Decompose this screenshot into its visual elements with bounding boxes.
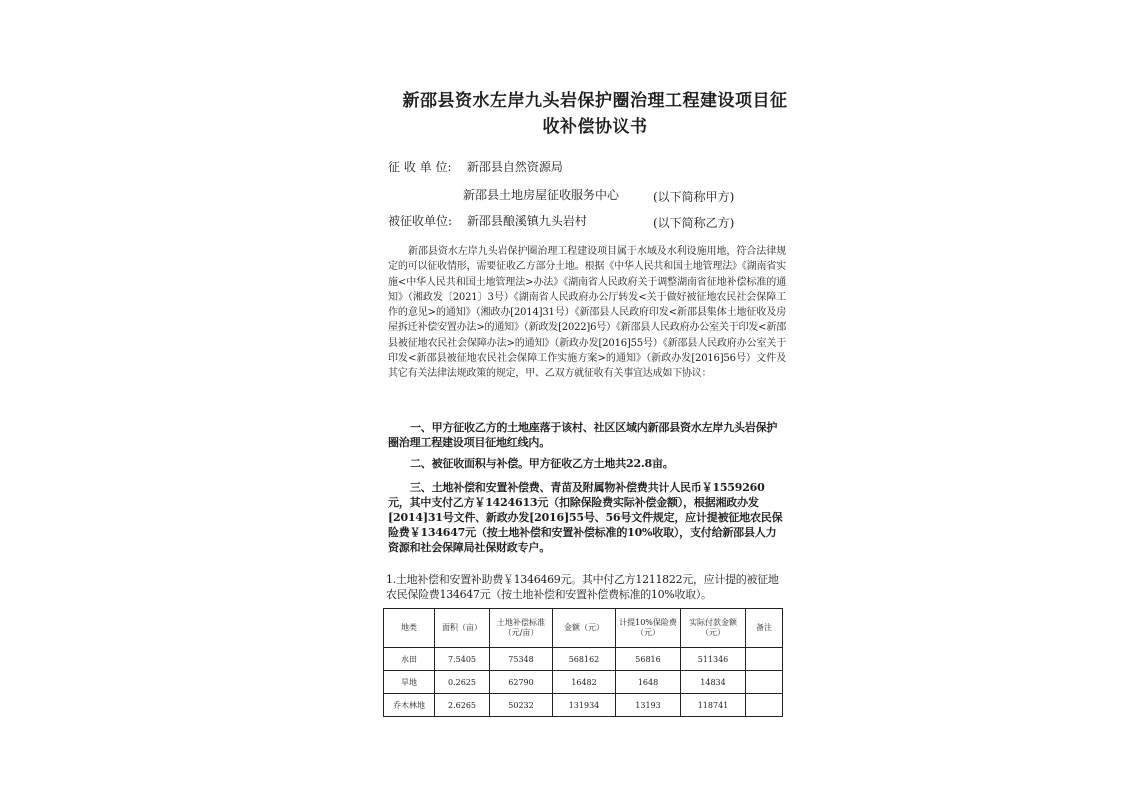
cell-actual-payment: 14834: [681, 671, 746, 694]
cell-insurance: 13193: [616, 694, 681, 717]
party-a-label: 征 收 单 位:: [388, 160, 452, 174]
clause-2: 二、被征收面积与补偿。甲方征收乙方土地共22.8亩。: [410, 457, 674, 470]
party-b-label: 被征收单位:: [388, 214, 453, 228]
cell-standard: 50232: [490, 694, 553, 717]
cell-land-type: 旱地: [384, 671, 435, 694]
party-a-note: (以下简称甲方): [653, 190, 735, 204]
header-insurance: 计提10%保险费（元）: [616, 609, 681, 648]
cell-standard: 62790: [490, 671, 553, 694]
document-title: [385, 88, 805, 140]
compensation-table: [383, 608, 783, 717]
cell-amount: 568162: [553, 648, 616, 671]
party-a-name-2: 新邵县土地房屋征收服务中心: [463, 188, 620, 202]
cell-remarks: [746, 671, 783, 694]
party-a-name-1: 新邵县自然资源局: [466, 160, 563, 174]
cell-standard: 75348: [490, 648, 553, 671]
party-a-row: [388, 158, 563, 175]
title-line-1: 新邵县资水左岸九头岩保护圈治理工程建设项目征: [402, 91, 788, 111]
header-remarks: 备注: [746, 609, 783, 648]
cell-remarks: [746, 694, 783, 717]
cell-actual-payment: 118741: [681, 694, 746, 717]
cell-area: 0.2625: [435, 671, 490, 694]
section-1: 1.土地补偿和安置补助费￥1346469元。其中付乙方1211822元，应计提的被征地农民保险费134647元（按土地补偿和安置补偿费标准的10%收取）。: [386, 573, 779, 601]
table-row: [384, 694, 783, 717]
cell-area: 2.6265: [435, 694, 490, 717]
header-land-type: 地类: [384, 609, 435, 648]
header-amount: 金额（元）: [553, 609, 616, 648]
header-actual-payment: 实际付款金额（元）: [681, 609, 746, 648]
cell-area: 7.5405: [435, 648, 490, 671]
header-standard: 土地补偿标准（元/亩）: [490, 609, 553, 648]
cell-insurance: 1648: [616, 671, 681, 694]
party-a-row-2: [463, 186, 619, 203]
cell-land-type: 乔木林地: [384, 694, 435, 717]
clause-1: 一、甲方征收乙方的土地座落于该村、社区区域内新邵县资水左岸九头岩保护圈治理工程建设项目征地红线内。: [388, 421, 778, 449]
table-header-row: [384, 609, 783, 648]
table-row: [384, 671, 783, 694]
cell-amount: 131934: [553, 694, 616, 717]
title-line-2: 收补偿协议书: [542, 117, 648, 137]
party-b-name: 新邵县酿溪镇九头岩村: [466, 214, 587, 228]
party-b-note: (以下简称乙方): [653, 216, 735, 230]
cell-land-type: 水田: [384, 648, 435, 671]
party-b-row: [388, 212, 587, 229]
cell-remarks: [746, 648, 783, 671]
table-row: [384, 648, 783, 671]
clause-3: 三、土地补偿和安置补偿费、青苗及附属物补偿费共计人民币￥1559260元，其中支付乙方￥1424613元（扣除保险费实际补偿金额），根据湘政办发[2014]31号文件、新政办发[2016]55号、56号文件规定，应计提被征地农民保险费￥134647元（按土地补偿和安置补偿标准的10%收取），支付给新邵县人力资源和社会保障局社保财政专户。: [388, 481, 783, 554]
intro-paragraph: 新邵县资水左岸九头岩保护圈治理工程建设项目属于水域及水利设施用地，符合法律规定的可以征收情形，需要征收乙方部分土地。根据《中华人民共和国土地管理法》《湖南省实施<中华人民共和国土地管理法>办法》《湖南省人民政府关于调整湖南省征地补偿标准的通知》（湘政发〔2021〕3号）《湖南省人民政府办公厅转发<关于做好被征地农民社会保障工作的意见>的通知》（湘政办[2014]31号）《新邵县人民政府印发<新邵县集体土地征收及房屋拆迁补偿安置办法>的通知》（新政发[2022]6号）《新邵县人民政府办公室关于印发<新邵县被征地农民社会保障办法>的通知》（新政办发[2016]55号）《新邵县人民政府办公室关于印发<新邵县被征地农民社会保障工作实施方案>的通知》（新政办发[2016]56号）文件及其它有关法律法规政策的规定，甲、乙双方就征收有关事宜达成如下协议：: [388, 246, 786, 380]
header-area: 面积（亩）: [435, 609, 490, 648]
cell-insurance: 56816: [616, 648, 681, 671]
cell-amount: 16482: [553, 671, 616, 694]
cell-actual-payment: 511346: [681, 648, 746, 671]
